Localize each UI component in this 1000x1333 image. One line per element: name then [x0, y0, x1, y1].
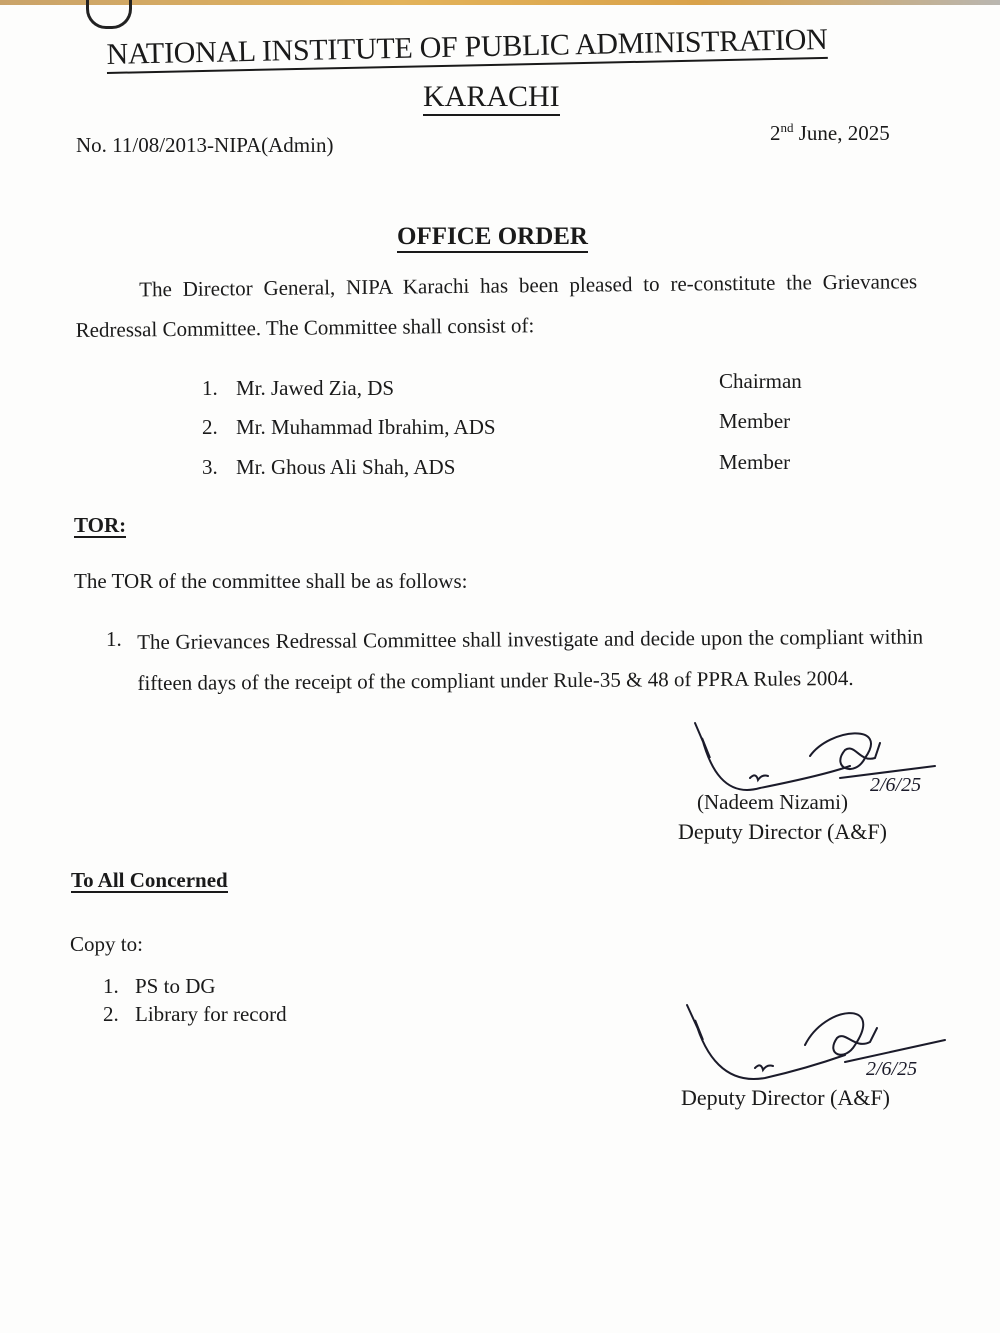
copy-item-text: Library for record [135, 1002, 287, 1026]
copy-item-number: 1. [103, 974, 119, 998]
copy-item-number: 2. [103, 1002, 119, 1026]
institute-title: NATIONAL INSTITUTE OF PUBLIC ADMINISTRATION [106, 23, 828, 74]
reference-number: No. 11/08/2013-NIPA(Admin) [76, 133, 334, 157]
member-number: 1. [202, 376, 218, 400]
member-role: Member [719, 409, 791, 433]
member-name: Mr. Ghous Ali Shah, ADS [236, 455, 456, 479]
member-role: Chairman [719, 369, 802, 393]
signatory-name: (Nadeem Nizami) [697, 790, 849, 814]
paper-clip-mark [86, 0, 132, 29]
member-number: 3. [202, 455, 218, 479]
date-day: 2 [770, 121, 781, 145]
member-name: Mr. Jawed Zia, DS [236, 376, 395, 400]
signature-2-date: 2/6/25 [866, 1058, 918, 1080]
signature-2-icon [685, 1000, 965, 1090]
scan-top-edge [0, 0, 1000, 5]
signatory-2-title: Deputy Director (A&F) [681, 1085, 890, 1110]
copy-to-label: Copy to: [70, 932, 143, 956]
institute-city: KARACHI [423, 80, 560, 116]
office-order-heading: OFFICE ORDER [397, 223, 588, 253]
copy-item-text: PS to DG [135, 974, 216, 998]
tor-intro: The TOR of the committee shall be as follows: [74, 569, 468, 593]
signatory-title: Deputy Director (A&F) [678, 819, 887, 844]
member-name: Mr. Muhammad Ibrahim, ADS [236, 415, 496, 439]
order-intro-paragraph: The Director General, NIPA Karachi has been pleased to re-constitute the Grievances Redressal Committee. The Committee shall consist of: [75, 269, 918, 342]
order-date [770, 120, 890, 146]
date-rest: June, 2025 [793, 121, 890, 145]
member-number: 2. [202, 415, 218, 439]
tor-item-number: 1. [106, 627, 122, 651]
tor-heading: TOR: [74, 513, 127, 537]
to-all-concerned-heading: To All Concerned [71, 868, 228, 892]
signature-1-date: 2/6/25 [870, 774, 922, 796]
member-role: Member [719, 450, 791, 474]
tor-item-text: The Grievances Redressal Committee shall investigate and decide upon the compliant within fifteen days of the receipt of the compliant under Rule-35 & 48 of PPRA Rules 2004. [137, 624, 924, 695]
date-suffix: nd [780, 120, 794, 135]
